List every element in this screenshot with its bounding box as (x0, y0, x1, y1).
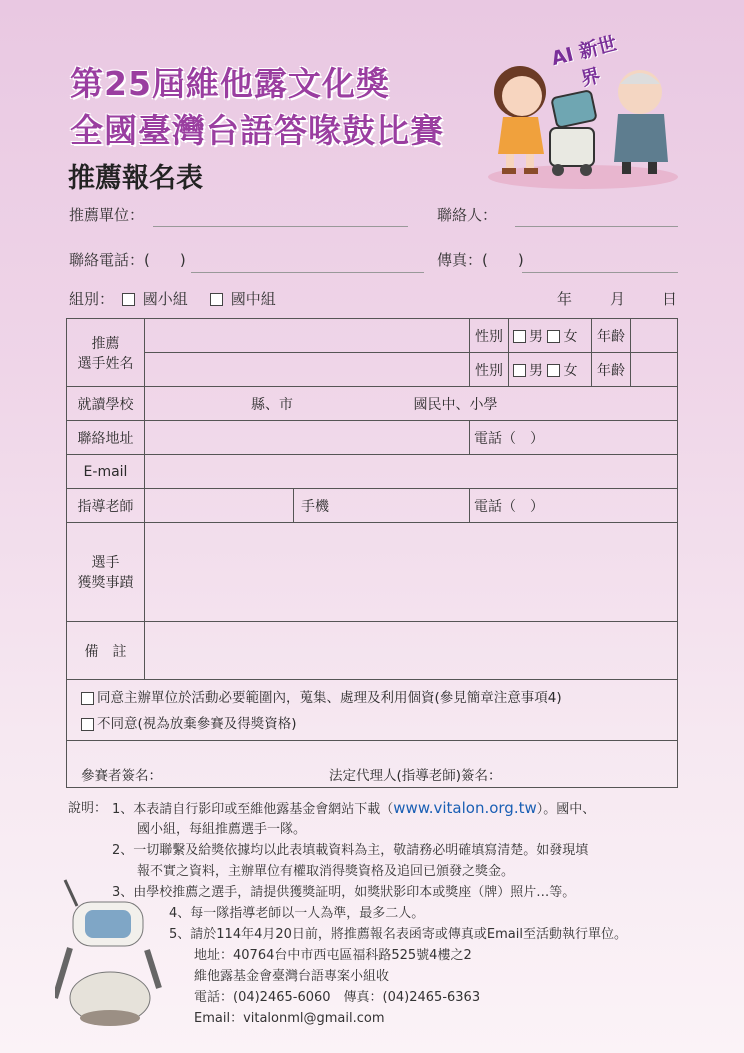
contact-address: 地址：40764台中市西屯區福科路525號4樓之2 (194, 948, 472, 963)
gender2-male: 男 (529, 362, 543, 379)
teacher-input[interactable] (145, 489, 470, 523)
phone-input[interactable] (191, 272, 424, 273)
elementary-checkbox[interactable] (122, 288, 188, 309)
website-link[interactable]: www.vitalon.org.tw (393, 799, 537, 817)
gender1-options[interactable] (509, 319, 592, 353)
email-label: E-mail (67, 455, 145, 489)
nominee-label (67, 319, 145, 387)
school-type-label: 國民中、小學 (413, 396, 498, 413)
address-tel-input[interactable] (470, 421, 678, 455)
notes-label: 說明： (68, 801, 108, 816)
group-label: 組別： (69, 290, 115, 308)
address-tel-label: 電話（ ） (474, 430, 544, 447)
note-2-cont: 報不實之資料，主辦單位有權取消得獎資格及追回已頒發之獎金。 (137, 864, 515, 879)
school-input[interactable] (145, 387, 678, 421)
disagree-checkbox[interactable] (81, 712, 297, 732)
note-2: 2、一切聯繫及給獎依據均以此表填載資料為主，敬請務必明確填寫清楚。如發現填 (112, 843, 589, 858)
remarks-label: 備 註 (67, 622, 145, 680)
contact-label: 聯絡人： (437, 206, 498, 224)
nominee2-name-input[interactable] (145, 353, 470, 387)
school-label: 就讀學校 (67, 387, 145, 421)
remarks-input[interactable] (145, 622, 678, 680)
note-1-part1: 1、本表請自行影印或至維他露基金會網站下載（ (112, 802, 394, 817)
teacher-tel-input[interactable] (470, 489, 678, 523)
note-1 (112, 798, 595, 820)
ai-badge: AI 新世界 (549, 32, 619, 91)
disagree-label: 不同意(視為放棄參賽及得獎資格) (97, 716, 297, 732)
awards-label (67, 523, 145, 622)
address-input[interactable] (145, 421, 470, 455)
county-label: 縣、市 (251, 396, 293, 413)
contestant-sign-label: 參賽者簽名： (81, 768, 162, 784)
awards-input[interactable] (145, 523, 678, 622)
title-line1: 第25屆維他露文化獎 (70, 64, 390, 103)
robot-illustration (55, 878, 165, 1028)
form-name: 推薦報名表 (68, 163, 203, 194)
elementary-label: 國小組 (142, 290, 188, 308)
nominee1-name-input[interactable] (145, 319, 470, 353)
teacher-label: 指導老師 (67, 489, 145, 523)
fax-label: 傳真：( ) (437, 251, 524, 269)
day-label: 日 (662, 290, 678, 308)
guardian-sign-label: 法定代理人(指導老師)簽名： (329, 768, 502, 784)
consent-divider (67, 740, 677, 741)
gender2-female: 女 (563, 362, 578, 379)
awards-label-bottom: 獲獎事蹟 (77, 575, 134, 591)
teacher-tel-label: 電話（ ） (474, 498, 544, 515)
agree-label: 同意主辦單位於活動必要範圍內，蒐集、處理及利用個資(參見簡章注意事項4) (97, 690, 562, 706)
contact-email: Email：vitalonml@gmail.com (194, 1011, 385, 1026)
contact-input[interactable] (515, 226, 678, 227)
registration-table (66, 318, 678, 680)
phone-label: 聯絡電話：( ) (69, 251, 186, 269)
note-1-cont: 國小組，每組推薦選手一隊。 (137, 822, 307, 837)
gender1-female: 女 (563, 328, 578, 345)
age2-label: 年齡 (592, 353, 631, 387)
note-4: 4、每一隊指導老師以一人為準，最多二人。 (169, 906, 425, 921)
year-label: 年 (557, 290, 573, 308)
nominee-label-bottom: 選手姓名 (77, 355, 134, 372)
unit-label: 推薦單位： (69, 206, 145, 224)
gender1-label: 性別 (470, 319, 509, 353)
age2-input[interactable] (631, 353, 678, 387)
age1-input[interactable] (631, 319, 678, 353)
month-label: 月 (610, 290, 626, 308)
note-1-part2: ）。國中、 (536, 802, 596, 817)
mobile-label: 手機 (301, 498, 329, 515)
address-label: 聯絡地址 (67, 421, 145, 455)
email-input[interactable] (145, 455, 678, 489)
nominee-label-top: 推薦 (91, 335, 120, 352)
fax-input[interactable] (522, 272, 678, 273)
junior-label: 國中組 (230, 290, 276, 308)
consent-block (66, 680, 678, 788)
unit-input[interactable] (153, 226, 408, 227)
title-line2: 全國臺灣台語答喙鼓比賽 (70, 111, 444, 150)
gender2-label: 性別 (470, 353, 509, 387)
note-3: 3、由學校推薦之選手，請提供獲獎証明，如獎狀影印本或獎座（牌）照片…等。 (112, 885, 576, 900)
gender2-options[interactable] (509, 353, 592, 387)
gender1-male: 男 (529, 328, 543, 345)
age1-label: 年齡 (592, 319, 631, 353)
contact-phone: 電話：(04)2465-6060 傳真：(04)2465-6363 (194, 990, 481, 1005)
agree-checkbox[interactable] (81, 686, 562, 706)
contact-org: 維他露基金會臺灣台語專案小組收 (194, 969, 390, 984)
junior-checkbox[interactable] (210, 288, 276, 309)
awards-label-top: 選手 (91, 555, 120, 571)
note-5: 5、請於114年4月20日前，將推薦報名表函寄或傳真或Email至活動執行單位。 (169, 927, 627, 942)
